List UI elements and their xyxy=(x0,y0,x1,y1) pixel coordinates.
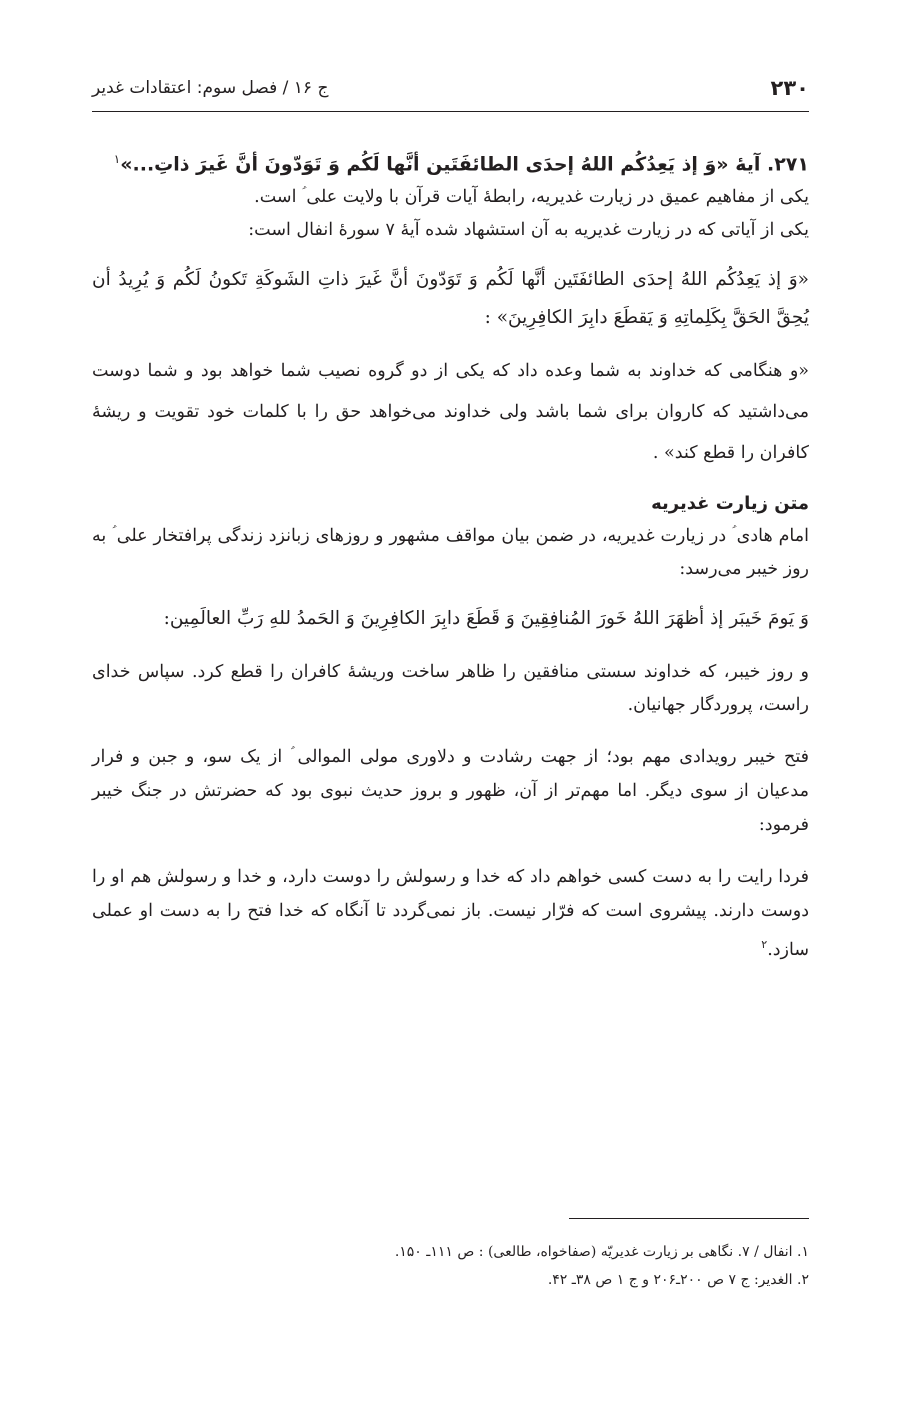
verse-heading-text: ۲۷۱. آیهٔ «وَ إذ یَعِدُکُم اللهُ إحدَی الطائفَتَین أنَّها لَکُم وَ تَوَدّونَ أنَّ غَیرَ ذاتِ...» xyxy=(120,153,809,176)
footnote-2: ۲. الغدیر: ج ۷ ص ۲۰۰ـ۲۰۶ و ج ۱ ص ۳۸ـ ۴۲. xyxy=(547,1272,809,1288)
ziyarat-translation: و روز خیبر، که خداوند سستی منافقین را ظاهر ساخت وریشهٔ کافران را قطع کرد. سپاس خدای راست، پروردگار جهانیان. xyxy=(92,662,809,716)
running-title: ج ۱۶ / فصل سوم: اعتقادات غدیر xyxy=(92,78,329,98)
footnotes xyxy=(92,1238,809,1294)
ziyarat-text: وَ یَومَ خَیبَر إذ أظهَرَ اللهُ خَورَ المُنافِقِینَ وَ قَطَعَ دابِرَ الکافِرِینَ وَ الحَمدُ للهِ رَبِّ العالَمِین: xyxy=(163,608,809,630)
khaybar-paragraph: فتح خیبر رویدادی مهم بود؛ از جهت رشادت و دلاوری مولی الموالی ؑ از یک سو، و جبن و فرار مدعیان از سوی دیگر. اما مهم‌تر از آن، ظهور و بروز حدیث نبوی بود که حضرتش در جنگ خیبر فرمود: xyxy=(92,747,809,836)
page-number: ۲۳۰ xyxy=(770,76,809,100)
intro-line-1: یکی از مفاهیم عمیق در زیارت غدیریه، رابطهٔ آیات قرآن با ولایت علی ؑ است. xyxy=(254,187,809,208)
main-text xyxy=(92,142,809,967)
verse-heading xyxy=(92,142,809,181)
hadith-paragraph xyxy=(92,860,809,967)
footnote-ref-2: ۲ xyxy=(761,938,768,952)
running-header xyxy=(92,70,809,106)
footnote-1: ۱. انفال / ۷. نگاهی بر زیارت غدیریّه (صفاخواه، طالعی) : ص ۱۱۱ـ ۱۵۰. xyxy=(394,1244,809,1260)
footnote-rule xyxy=(569,1218,809,1219)
footnote-ref-1: ۱ xyxy=(113,152,121,166)
hadith-text: فردا رایت را به دست کسی خواهم داد که خدا و رسولش را دوست دارد، و خدا و رسولش هم او را دوست دارند. پیشروی است که فرّار نیست. باز نمی‌گردد تا آنگاه که خدا فتح را به دست او عملی سازد. xyxy=(92,867,809,961)
section-heading: متن زیارت غدیریه xyxy=(651,493,809,515)
intro-line-2: یکی از آیاتی که در زیارت غدیریه به آن استشهاد شده آیهٔ ۷ سورهٔ انفال است: xyxy=(248,220,809,241)
verse-translation: «و هنگامی که خداوند به شما وعده داد که یکی از دو گروه نصیب شما خواهد بود و شما دوست می‌داشتید که کاروان برای شما باشد ولی خداوند می‌خواهد حق را با کلمات خود تقویت و ریشهٔ کافران را قطع کند» . xyxy=(92,361,809,464)
quran-verse: «وَ إذ یَعِدُکُم اللهُ إحدَی الطائفَتَین أنَّها لَکُم وَ تَوَدّونَ أنَّ غَیرَ ذاتِ الشَوکَةِ تَکونُ لَکُم وَ یُرِیدُ أن یُحِقَّ الحَقَّ بِکَلِماتِهِ وَ یَقطَعَ دابِرَ الکافِرِینَ» : xyxy=(92,269,809,329)
section-intro: امام هادی ؑ در زیارت غدیریه، در ضمن بیان مواقف مشهور و روزهای زبانزد زندگی پرافتخار علی ؑ به روز خیبر می‌رسد: xyxy=(92,526,809,580)
header-rule xyxy=(92,111,809,112)
